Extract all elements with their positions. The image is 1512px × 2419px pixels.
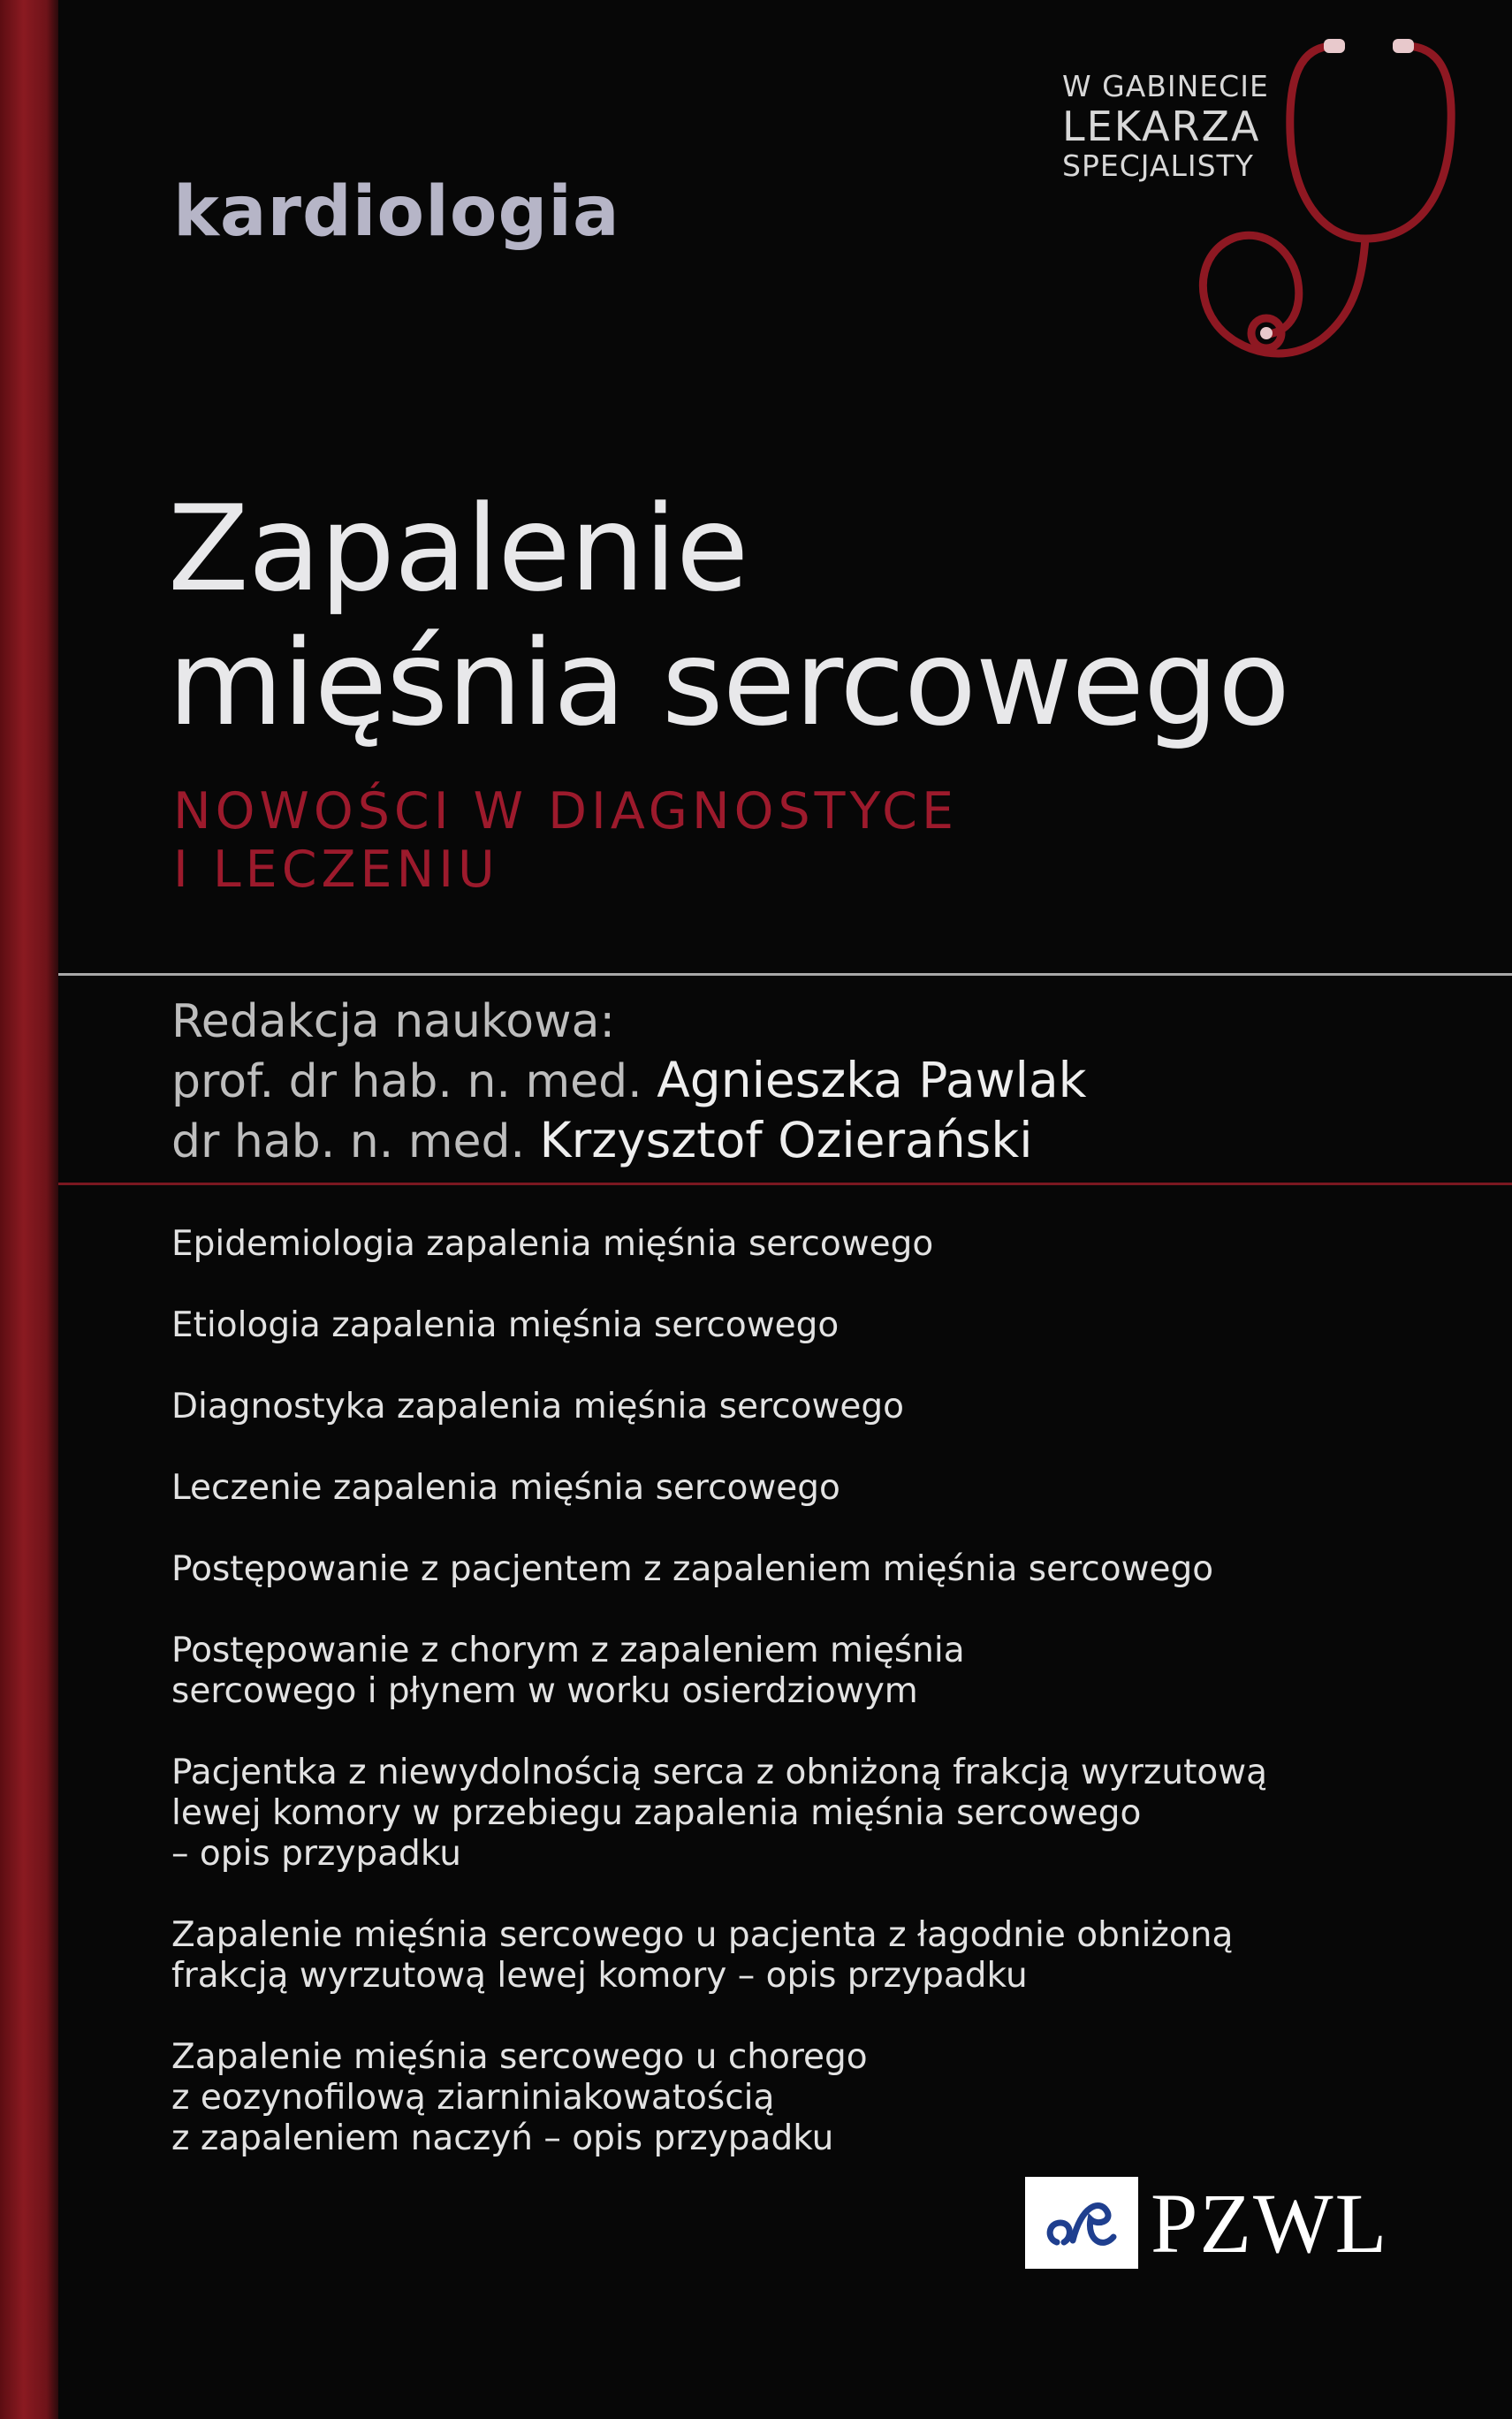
- publisher-emblem-icon: [1025, 2177, 1138, 2269]
- contents-line: Diagnostyka zapalenia mięśnia sercowego: [171, 1387, 904, 1426]
- contents-line: Epidemiologia zapalenia mięśnia sercowego: [171, 1224, 934, 1264]
- publisher-logo: [1025, 2174, 1388, 2271]
- book-spine-edge: [0, 0, 58, 2419]
- contents-item: [171, 1631, 1338, 1712]
- contents-item: [171, 1549, 1338, 1590]
- contents-line: frakcją wyrzutową lewej komory – opis przypadku: [171, 1956, 1028, 1996]
- contents-item: [171, 1305, 1338, 1346]
- contents-line: Zapalenie mięśnia sercowego u pacjenta z łagodnie obniżoną: [171, 1915, 1234, 1955]
- editors-heading: Redakcja naukowa:: [171, 995, 615, 1048]
- title-line-1: Zapalenie: [168, 480, 748, 618]
- badge-line-2: LEKARZA: [1062, 103, 1261, 150]
- contents-line: sercowego i płynem w worku osierdziowym: [171, 1671, 918, 1711]
- subtitle-line-1: NOWOŚCI W DIAGNOSTYCE: [173, 782, 958, 841]
- contents-line: Pacjentka z niewydolnością serca z obniżoną frakcją wyrzutową: [171, 1753, 1268, 1792]
- contents-item: [171, 2037, 1338, 2159]
- contents-line: lewej komory w przebiegu zapalenia mięśnia sercowego: [171, 1793, 1142, 1833]
- book-title: [168, 482, 1289, 750]
- publisher-name: PZWL: [1151, 2175, 1389, 2271]
- subtitle-line-2: I LECZENIU: [173, 841, 499, 899]
- contents-line: Postępowanie z chorym z zapaleniem mięśnia: [171, 1631, 965, 1670]
- title-line-2: mięśnia sercowego: [168, 614, 1290, 752]
- contents-line: Leczenie zapalenia mięśnia sercowego: [171, 1468, 840, 1508]
- divider-bottom: [58, 1183, 1512, 1185]
- badge-line-3: SPECJALISTY: [1062, 148, 1254, 183]
- contents-line: z zapaleniem naczyń – opis przypadku: [171, 2119, 834, 2158]
- badge-line-1: W GABINECIE: [1062, 69, 1269, 103]
- contents-list: [171, 1224, 1338, 2200]
- contents-line: – opis przypadku: [171, 1834, 461, 1874]
- contents-item: [171, 1224, 1338, 1265]
- editor-1-title: prof. dr hab. n. med.: [171, 1055, 642, 1108]
- contents-line: Postępowanie z pacjentem z zapaleniem mięśnia sercowego: [171, 1549, 1214, 1589]
- stethoscope-icon: [1166, 27, 1476, 371]
- contents-item: [171, 1915, 1338, 1997]
- editors-block: [171, 993, 1087, 1171]
- contents-item: [171, 1753, 1338, 1875]
- contents-line: z eozynofilową ziarniniakowatością: [171, 2078, 775, 2118]
- book-subtitle: [173, 782, 958, 899]
- contents-line: Etiologia zapalenia mięśnia sercowego: [171, 1305, 840, 1345]
- series-label: kardiologia: [173, 172, 620, 252]
- contents-item: [171, 1468, 1338, 1509]
- editor-1-name: Agnieszka Pawlak: [657, 1052, 1087, 1108]
- contents-line: Zapalenie mięśnia sercowego u chorego: [171, 2037, 868, 2077]
- contents-item: [171, 1387, 1338, 1427]
- editor-2-name: Krzysztof Ozierański: [539, 1112, 1033, 1168]
- divider-top: [58, 973, 1512, 976]
- editor-2-title: dr hab. n. med.: [171, 1115, 526, 1168]
